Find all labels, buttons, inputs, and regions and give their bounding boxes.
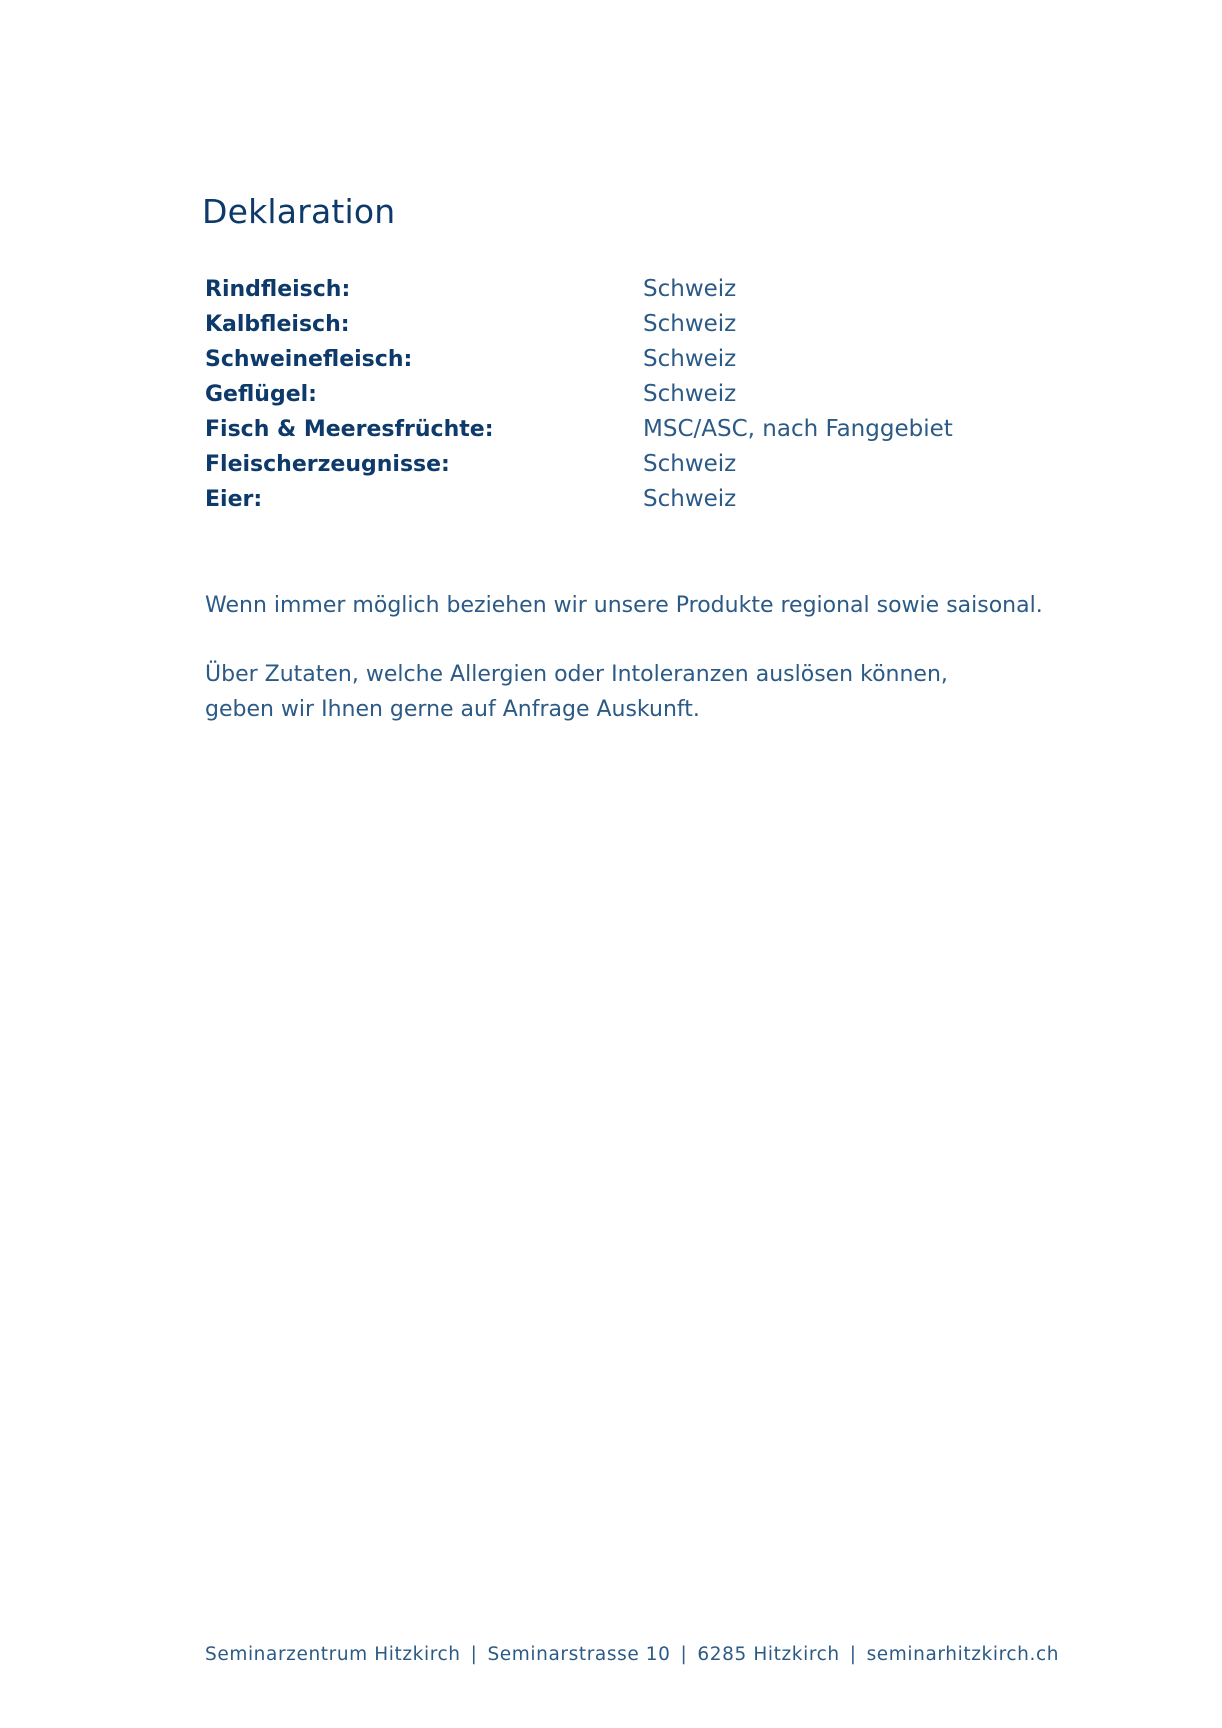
declaration-row	[205, 342, 985, 377]
allergy-note-line-1: Über Zutaten, welche Allergien oder Intoleranzen auslösen können,	[205, 662, 948, 687]
footer-city: 6285 Hitzkirch	[697, 1644, 840, 1665]
footer-name: Seminarzentrum Hitzkirch	[205, 1644, 461, 1665]
declaration-label: Schweinefleisch:	[205, 347, 413, 372]
declaration-row	[205, 447, 985, 482]
footer-street: Seminarstrasse 10	[487, 1644, 671, 1665]
declaration-label: Eier:	[205, 487, 263, 512]
footer-separator: |	[680, 1644, 688, 1665]
declaration-value: Schweiz	[643, 276, 737, 302]
declaration-label: Fisch & Meeresfrüchte:	[205, 417, 494, 442]
allergy-note	[205, 657, 965, 727]
footer-website-link[interactable]: seminarhitzkirch.ch	[866, 1644, 1060, 1665]
allergy-note-line-2: geben wir Ihnen gerne auf Anfrage Auskunft.	[205, 697, 700, 722]
page-title: Deklaration	[202, 192, 396, 231]
declaration-label: Kalbfleisch:	[205, 312, 350, 337]
declaration-label: Geflügel:	[205, 382, 317, 407]
footer-separator: |	[849, 1644, 857, 1665]
declaration-value: MSC/ASC, nach Fanggebiet	[643, 416, 953, 442]
declaration-value: Schweiz	[643, 451, 737, 477]
declaration-value: Schweiz	[643, 381, 737, 407]
declaration-row	[205, 482, 985, 517]
declaration-label: Fleischerzeugnisse:	[205, 452, 450, 477]
declaration-row	[205, 377, 985, 412]
declaration-row	[205, 412, 985, 447]
declaration-label: Rindfleisch:	[205, 277, 351, 302]
regional-note: Wenn immer möglich beziehen wir unsere Produkte regional sowie saisonal.	[205, 593, 1043, 618]
footer	[205, 1644, 1059, 1665]
declaration-value: Schweiz	[643, 311, 737, 337]
footer-separator: |	[470, 1644, 478, 1665]
declaration-row	[205, 307, 985, 342]
declaration-value: Schweiz	[643, 486, 737, 512]
declaration-table	[205, 272, 985, 517]
declaration-row	[205, 272, 985, 307]
declaration-value: Schweiz	[643, 346, 737, 372]
